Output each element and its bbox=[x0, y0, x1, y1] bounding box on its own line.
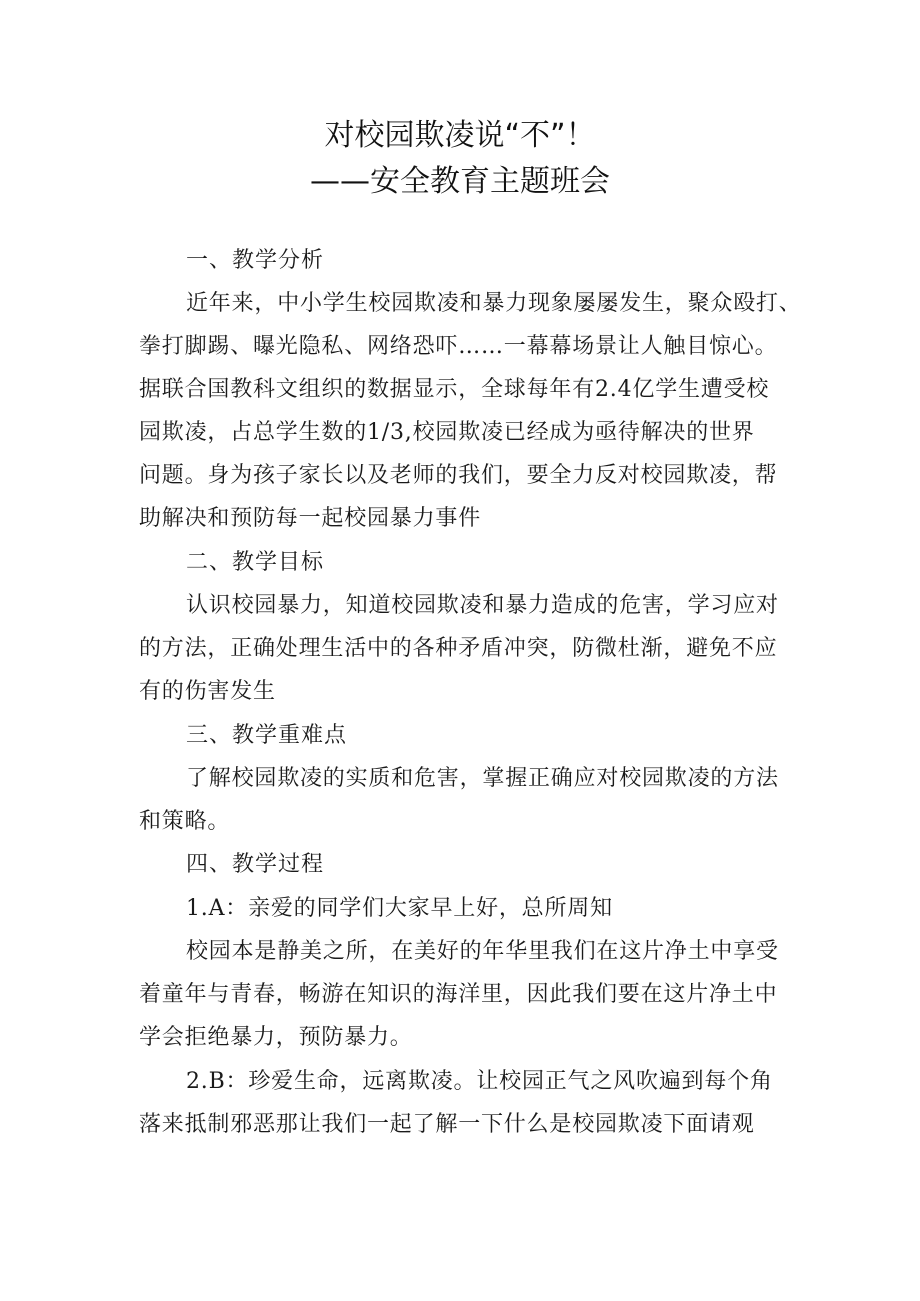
section-heading-process: 四、教学过程 bbox=[186, 852, 325, 877]
document-title: 对校园欺凌说“不”！ bbox=[324, 118, 596, 153]
paragraph-line: 据联合国教科文组织的数据显示，全球每年有2.4亿学生遭受校 bbox=[139, 377, 770, 402]
paragraph-line: 校园本是静美之所，在美好的年华里我们在这片净土中享受 bbox=[186, 939, 779, 964]
document-subtitle: ——安全教育主题班会 bbox=[310, 164, 610, 199]
paragraph-line: 1.A：亲爱的同学们大家早上好，总所周知 bbox=[186, 896, 613, 921]
paragraph-line: 拳打脚踢、曝光隐私、网络恐吓……一幕幕场景让人触目惊心。 bbox=[139, 334, 778, 359]
paragraph-line: 和策略。 bbox=[139, 809, 231, 834]
section-heading-key-points: 三、教学重难点 bbox=[186, 723, 348, 748]
paragraph-line: 的方法，正确处理生活中的各种矛盾冲突，防微杜渐，避免不应 bbox=[139, 636, 778, 661]
paragraph-line: 认识校园暴力，知道校园欺凌和暴力造成的危害，学习应对 bbox=[186, 593, 779, 618]
paragraph-line: 有的伤害发生 bbox=[139, 679, 276, 704]
paragraph-line: 问题。身为孩子家长以及老师的我们，要全力反对校园欺凌，帮 bbox=[139, 463, 778, 488]
paragraph-line: 2.B：珍爱生命，远离欺凌。让校园正气之风吹遍到每个角 bbox=[186, 1069, 773, 1094]
paragraph-line: 助解决和预防每一起校园暴力事件 bbox=[139, 506, 482, 531]
section-heading-objectives: 二、教学目标 bbox=[186, 550, 325, 575]
paragraph-line: 着童年与青春，畅游在知识的海洋里，因此我们要在这片净土中 bbox=[139, 982, 778, 1007]
paragraph-line: 近年来，中小学生校园欺凌和暴力现象屡屡发生，聚众殴打、 bbox=[186, 291, 802, 316]
paragraph-line: 学会拒绝暴力，预防暴力。 bbox=[139, 1025, 413, 1050]
paragraph-line: 落来抵制邪恶那让我们一起了解一下什么是校园欺凌下面请观 bbox=[139, 1112, 755, 1137]
section-heading-analysis: 一、教学分析 bbox=[186, 248, 325, 273]
paragraph-line: 了解校园欺凌的实质和危害，掌握正确应对校园欺凌的方法 bbox=[186, 766, 779, 791]
paragraph-line: 园欺凌，占总学生数的1/3,校园欺凌已经成为亟待解决的世界 bbox=[139, 420, 755, 445]
